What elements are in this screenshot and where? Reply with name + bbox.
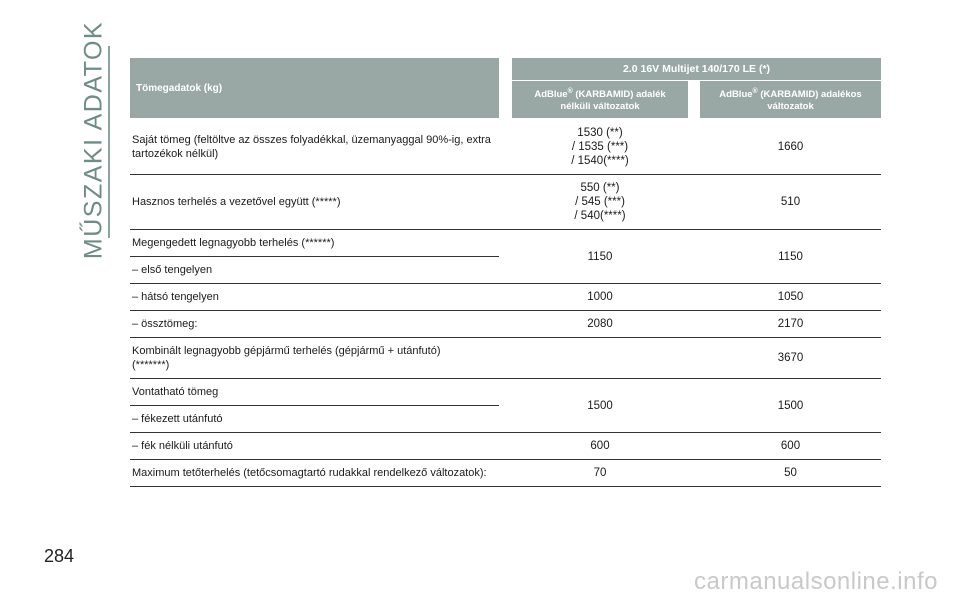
curb-weight-col2: 1660 bbox=[777, 141, 804, 153]
value-line: 1530 (**) bbox=[577, 127, 623, 139]
row-label-braked-trailer: – fékezett utánfutó bbox=[132, 413, 223, 425]
payload-col2: 510 bbox=[780, 196, 801, 208]
unbraked-trailer-col1: 600 bbox=[590, 440, 610, 452]
header-adblue-text: AdBlue bbox=[719, 89, 753, 101]
total-weight-col1: 2080 bbox=[587, 318, 613, 330]
front-axle-col1: 1150 bbox=[587, 250, 613, 263]
row-label-total-weight: – össztömeg: bbox=[132, 318, 198, 330]
roof-load-col1: 70 bbox=[593, 467, 607, 479]
row-label-curb-weight: Saját tömeg (feltöltve az összes folyadékkal, üzemanyaggal 90%-ig, extra tartozékok nélkül) bbox=[132, 134, 491, 160]
weight-data-table bbox=[130, 58, 881, 539]
table-body bbox=[130, 118, 881, 539]
row-label-payload: Hasznos terhelés a vezetővel együtt (*****) bbox=[132, 196, 341, 208]
unbraked-trailer-col2: 600 bbox=[780, 440, 801, 452]
row-label-combined-weight bbox=[130, 338, 499, 378]
page-number: 284 bbox=[44, 546, 75, 566]
header-with-adblue bbox=[700, 81, 881, 118]
value-line: / 1535 (***) bbox=[571, 141, 629, 153]
row-label-towable-mass: Vontatható tömeg bbox=[132, 386, 219, 398]
registered-mark: ® bbox=[752, 87, 758, 95]
braked-trailer-col1: 1500 bbox=[587, 399, 613, 412]
combined-weight-col2: 3670 bbox=[777, 352, 804, 364]
roof-load-col2: 50 bbox=[784, 467, 797, 479]
value-line: 550 (**) bbox=[580, 182, 620, 194]
watermark: carmanualsonline.info bbox=[694, 568, 938, 595]
label-line: (*******) bbox=[132, 359, 170, 371]
row-label-rear-axle: – hátsó tengelyen bbox=[132, 291, 219, 303]
value-line: / 540(****) bbox=[574, 210, 626, 222]
header-with-adblue-text: (KARBAMID) adalékos változatok bbox=[757, 89, 862, 113]
row-label-roof-load: Maximum tetőterhelés (tetőcsomagtartó rudakkal rendelkező változatok): bbox=[132, 467, 487, 479]
payload-col1 bbox=[512, 175, 688, 229]
registered-mark: ® bbox=[567, 87, 573, 95]
header-engine: 2.0 16V Multijet 140/170 LE (*) bbox=[512, 58, 881, 80]
header-without-adblue-text: (KARBAMID) adalék nélküli változatok bbox=[560, 89, 666, 113]
row-divider bbox=[130, 486, 881, 487]
rear-axle-col2: 1050 bbox=[777, 291, 804, 303]
curb-weight-col1 bbox=[512, 120, 688, 174]
label-line: Kombinált legnagyobb gépjármű terhelés (gépjármű + utánfutó) bbox=[132, 345, 441, 357]
value-line: / 545 (***) bbox=[575, 196, 625, 208]
value-line: / 1540(****) bbox=[571, 155, 629, 167]
header-adblue-text: AdBlue bbox=[534, 89, 568, 101]
header-weight-label: Tömegadatok (kg) bbox=[130, 58, 499, 118]
total-weight-col2: 2170 bbox=[777, 318, 804, 330]
table-header bbox=[130, 58, 881, 118]
row-label-max-load: Megengedett legnagyobb terhelés (******) bbox=[132, 237, 335, 249]
braked-trailer-col2: 1500 bbox=[777, 399, 804, 412]
section-divider bbox=[108, 46, 110, 238]
header-without-adblue bbox=[512, 81, 688, 118]
section-title-text: MŰSZAKI ADATOK bbox=[79, 20, 108, 260]
front-axle-col2: 1150 bbox=[778, 250, 803, 263]
rear-axle-col1: 1000 bbox=[587, 291, 613, 303]
row-label-front-axle: – első tengelyen bbox=[132, 264, 213, 276]
row-label-unbraked-trailer: – fék nélküli utánfutó bbox=[132, 440, 233, 452]
